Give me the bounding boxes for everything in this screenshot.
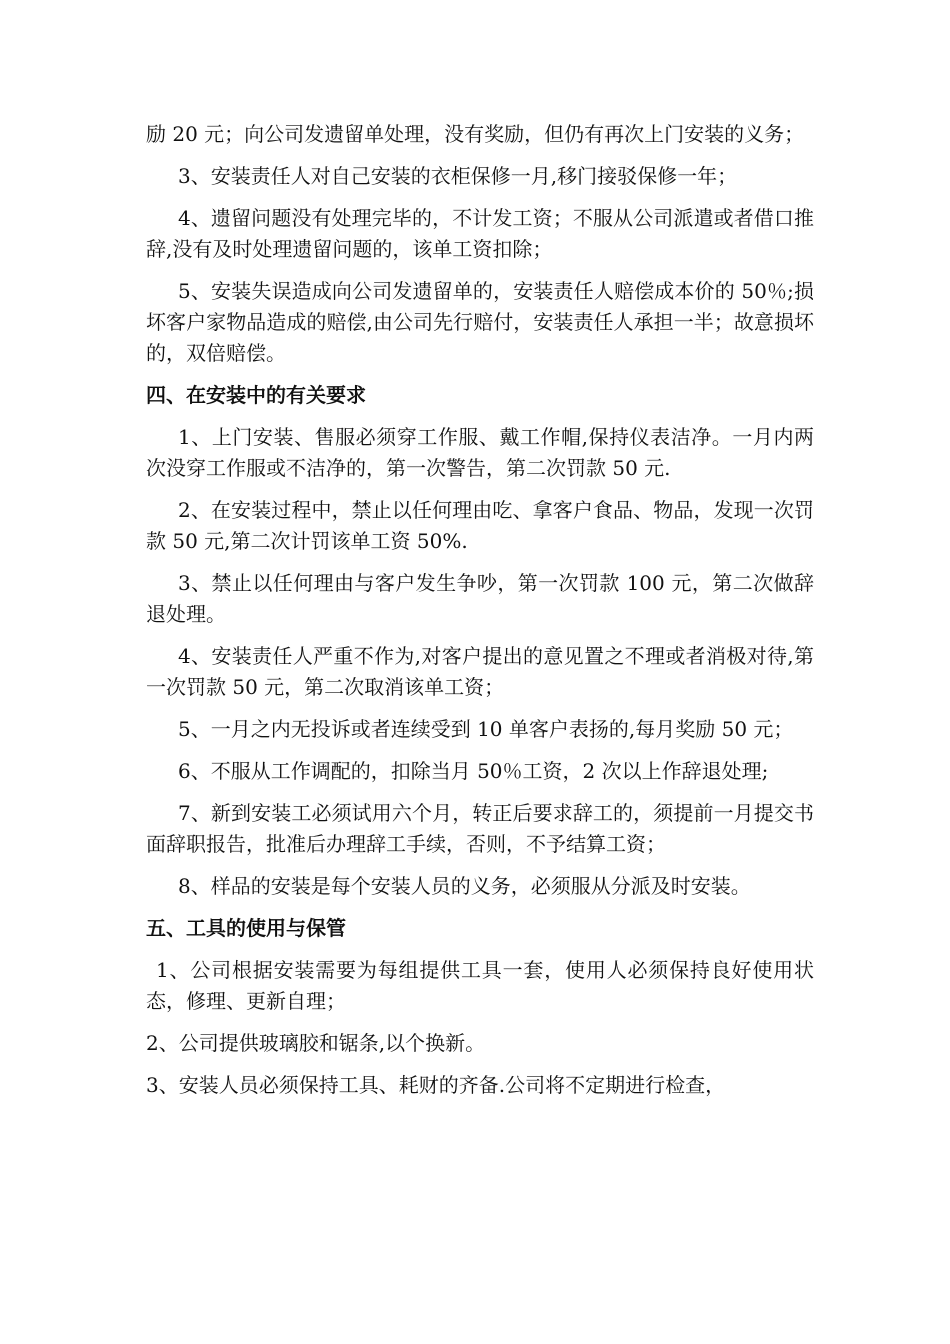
paragraph-continuation: 励 20 元；向公司发遗留单处理，没有奖励，但仍有再次上门安装的义务； <box>146 122 805 146</box>
paragraph-customer-food-rule: 2、在安装过程中，禁止以任何理由吃、拿客户食品、物品，发现一次罚款 50 元,第二次计罚该单工资 50%. <box>146 498 814 553</box>
paragraph-sample-installation-rule: 8、样品的安装是每个安装人员的义务，必须服从分派及时安装。 <box>178 874 751 898</box>
document-page <box>146 119 814 1112</box>
paragraph-tool-inspection: 3、安装人员必须保持工具、耗财的齐备.公司将不定期进行检查， <box>146 1073 726 1097</box>
paragraph-warranty: 3、安装责任人对自己安装的衣柜保修一月,移门接驳保修一年； <box>178 164 738 188</box>
paragraph-negligence-rule: 4、安装责任人严重不作为,对客户提出的意见置之不理或者消极对待,第一次罚款 50 元，第二次取消该单工资； <box>146 644 814 699</box>
paragraph-installation-errors: 5、安装失误造成向公司发遗留单的，安装责任人赔偿成本价的 50％;损坏客户家物品造成的赔偿,由公司先行赔付，安装责任人承担一半；故意损坏的，双倍赔偿。 <box>146 279 814 365</box>
paragraph-glue-and-saw: 2、公司提供玻璃胶和锯条,以个换新。 <box>146 1031 486 1055</box>
paragraph-tool-kit: 1、公司根据安装需要为每组提供工具一套，使用人必须保持良好使用状态，修理、更新自理； <box>146 958 814 1013</box>
section-heading-installation-requirements: 四、在安装中的有关要求 <box>146 383 366 407</box>
paragraph-reward-rule: 5、一月之内无投诉或者连续受到 10 单客户表扬的,每月奖励 50 元； <box>178 717 794 741</box>
paragraph-job-allocation-rule: 6、不服从工作调配的，扣除当月 50％工资，2 次以上作辞退处理; <box>178 759 769 783</box>
paragraph-uniform-rule: 1、上门安装、售服必须穿工作服、戴工作帽,保持仪表洁净。一月内两次没穿工作服或不洁净的，第一次警告，第二次罚款 50 元. <box>146 425 814 480</box>
section-heading-tools: 五、工具的使用与保管 <box>146 916 346 940</box>
paragraph-unresolved-issues: 4、遗留问题没有处理完毕的，不计发工资；不服从公司派遣或者借口推辞,没有及时处理遗留问题的，该单工资扣除； <box>146 206 814 261</box>
paragraph-no-arguing-rule: 3、禁止以任何理由与客户发生争吵，第一次罚款 100 元，第二次做辞退处理。 <box>146 571 814 626</box>
paragraph-probation-rule: 7、新到安装工必须试用六个月，转正后要求辞工的，须提前一月提交书面辞职报告，批准后办理辞工手续，否则，不予结算工资； <box>146 801 814 856</box>
